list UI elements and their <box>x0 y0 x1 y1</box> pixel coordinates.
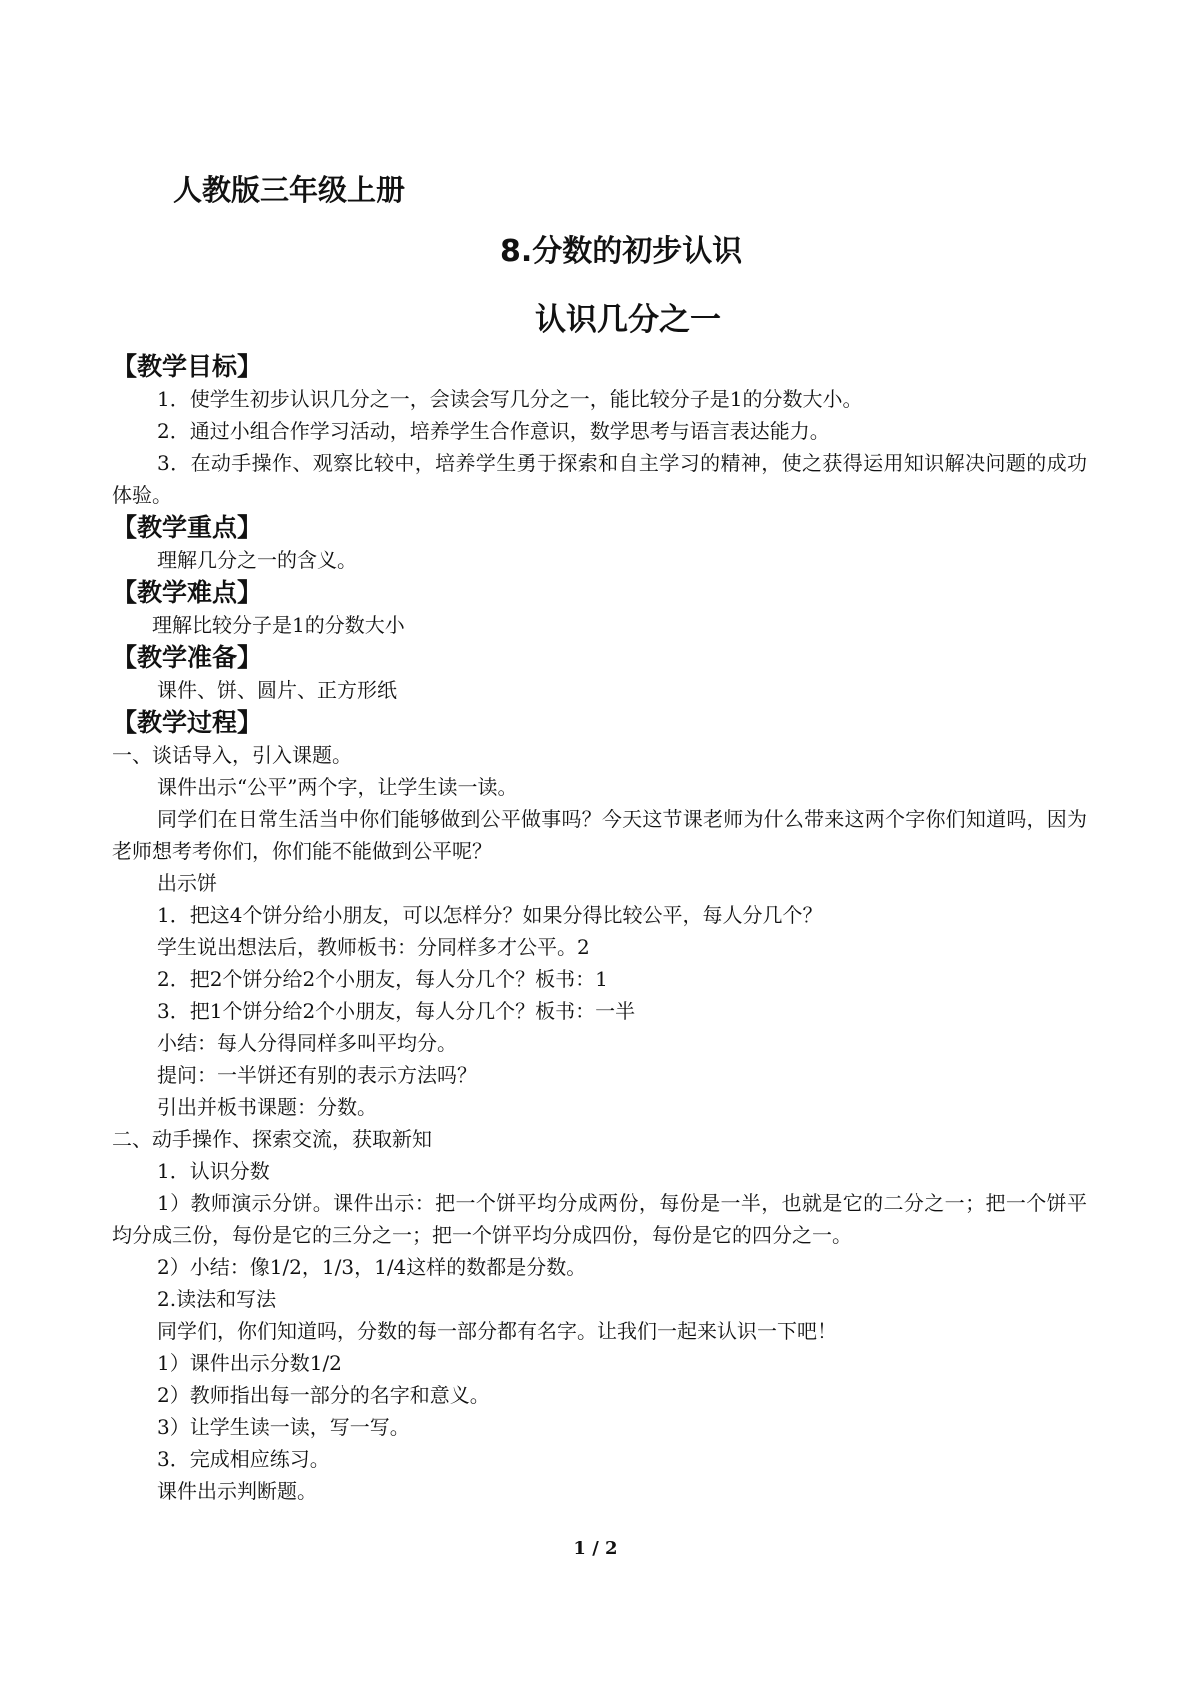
process-line: 1）教师演示分饼。课件出示：把一个饼平均分成两份，每份是一半，也就是它的二分之一；把一个饼平均分成三份，每份是它的三分之一；把一个饼平均分成四份，每份是它的四分之一。 <box>112 1191 1087 1247</box>
section-preparation <box>112 641 1087 706</box>
goal-item: 2．通过小组合作学习活动，培养学生合作意识，数学思考与语言表达能力。 <box>157 419 830 443</box>
section-heading-goals: 【教学目标】 <box>112 352 263 381</box>
section-process <box>112 706 1087 1507</box>
goal-item: 1．使学生初步认识几分之一，会读会写几分之一，能比较分子是1的分数大小。 <box>157 387 863 411</box>
section-heading-process: 【教学过程】 <box>112 708 263 737</box>
process-line: 3．完成相应练习。 <box>157 1447 330 1471</box>
section-heading-preparation: 【教学准备】 <box>112 643 263 672</box>
document-body <box>112 350 1087 1507</box>
process-line: 提问：一半饼还有别的表示方法吗？ <box>157 1063 477 1087</box>
goal-item: 3．在动手操作、观察比较中，培养学生勇于探索和自主学习的精神，使之获得运用知识解决问题的成功体验。 <box>112 451 1087 507</box>
process-line: 3．把1个饼分给2个小朋友，每人分几个？板书：一半 <box>157 999 636 1023</box>
process-line: 学生说出想法后，教师板书：分同样多才公平。2 <box>157 935 590 959</box>
process-line: 1）课件出示分数1/2 <box>157 1351 342 1375</box>
preparation-text: 课件、饼、圆片、正方形纸 <box>157 678 397 702</box>
process-line: 课件出示判断题。 <box>157 1479 317 1503</box>
process-line: 1．把这4个饼分给小朋友，可以怎样分？如果分得比较公平，每人分几个？ <box>157 903 823 927</box>
process-part-title: 一、谈话导入，引入课题。 <box>112 743 352 767</box>
lesson-title: 认识几分之一 <box>535 302 721 338</box>
section-heading-key-point: 【教学重点】 <box>112 513 263 542</box>
process-line: 同学们在日常生活当中你们能够做到公平做事吗？今天这节课老师为什么带来这两个字你们知道吗，因为老师想考考你们，你们能不能做到公平呢？ <box>112 807 1087 863</box>
chapter-title: 8.分数的初步认识 <box>500 234 743 269</box>
process-line: 2）教师指出每一部分的名字和意义。 <box>157 1383 490 1407</box>
process-line: 2.读法和写法 <box>157 1287 277 1311</box>
process-line: 课件出示“公平”两个字，让学生读一读。 <box>157 775 518 799</box>
process-line: 2．把2个饼分给2个小朋友，每人分几个？板书：1 <box>157 967 608 991</box>
process-part-title: 二、动手操作、探索交流，获取新知 <box>112 1127 432 1151</box>
process-line: 2）小结：像1/2，1/3，1/4这样的数都是分数。 <box>157 1255 587 1279</box>
key-point-text: 理解几分之一的含义。 <box>157 548 357 572</box>
section-key-point <box>112 511 1087 576</box>
process-line: 同学们，你们知道吗，分数的每一部分都有名字。让我们一起来认识一下吧！ <box>157 1319 837 1343</box>
section-goals <box>112 350 1087 511</box>
section-heading-difficulty: 【教学难点】 <box>112 578 263 607</box>
page-number: 1 / 2 <box>573 1538 618 1559</box>
difficulty-text: 理解比较分子是1的分数大小 <box>152 613 405 637</box>
process-line: 1．认识分数 <box>157 1159 270 1183</box>
document-title: 人教版三年级上册 <box>173 173 406 207</box>
process-line: 引出并板书课题：分数。 <box>157 1095 377 1119</box>
section-difficulty <box>112 576 1087 641</box>
process-line: 3）让学生读一读，写一写。 <box>157 1415 410 1439</box>
process-line: 小结：每人分得同样多叫平均分。 <box>157 1031 457 1055</box>
process-line: 出示饼 <box>157 871 217 895</box>
